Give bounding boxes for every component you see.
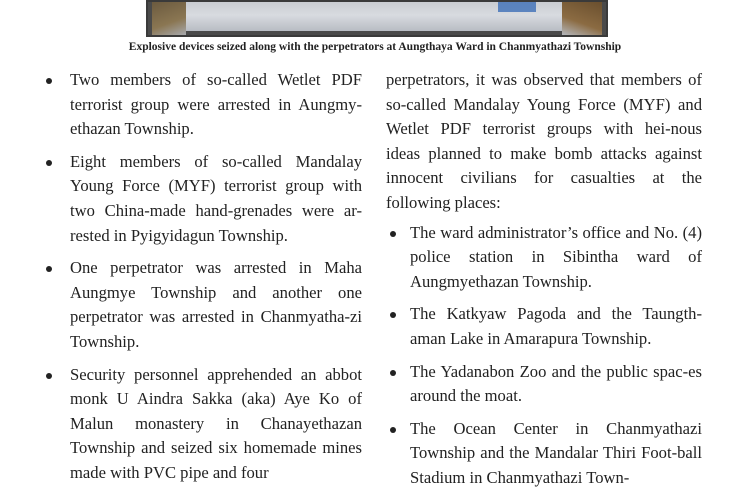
bullet-icon [46,266,52,272]
list-item-text: The Yadanabon Zoo and the public spac-es around the moat. [410,361,702,406]
seized-explosives-photo [146,0,608,37]
left-column [40,68,362,494]
list-item [386,360,702,409]
photo-detail-left [152,2,186,35]
bullet-icon [46,160,52,166]
intro-paragraph: perpetrators, it was observed that members of so-called Mandalay Young Force (MYF) and Wetlet PDF terrorist groups with hei-nous ideas planned to make bomb attacks against innocent civilians for casualties at the following places: [386,70,702,212]
list-item-text: Security personnel apprehended an abbot monk U Aindra Sakka (aka) Aye Ko of Malun monastery in Chanayethazan Township and seized six homemade mines made with PVC pipe and four [70,364,362,482]
bullet-icon [46,373,52,379]
bullet-icon [390,231,396,237]
list-item [40,256,362,354]
photo-detail-right [562,2,602,35]
list-item-text: One perpetrator was arrested in Maha Aungmye Township and another one perpetrator was arrested in Chanmyatha-zi Township. [70,258,362,351]
list-item-text: The Katkyaw Pagoda and the Taungth-aman Lake in Amarapura Township. [410,304,702,348]
list-item [386,221,702,295]
list-item [386,302,702,351]
photo-detail-blue [498,2,536,12]
bullet-icon [390,427,396,433]
bullet-icon [390,312,396,318]
bullet-icon [46,78,52,84]
right-column [386,68,702,499]
list-item [386,417,702,491]
list-item [40,68,362,142]
list-item [40,363,362,486]
list-item-text: The Ocean Center in Chanmyathazi Township and the Mandalar Thiri Foot-ball Stadium in Chanmyathazi Town- [410,418,702,487]
bullet-icon [390,370,396,376]
list-item [40,150,362,248]
list-item-text: Two members of so-called Wetlet PDF terrorist group were arrested in Aungmy-ethazan Township. [70,70,362,139]
left-bullet-list [40,68,362,486]
photo-caption: Explosive devices seized along with the perpetrators at Aungthaya Ward in Chanmyathazi Township [128,41,622,53]
list-item-text: The ward administrator’s office and No. (4) police station in Sibintha ward of Aungmyethazan Township. [410,222,702,291]
list-item-text: Eight members of so-called Mandalay Young Force (MYF) terrorist group with two China-made hand-grenades were ar-rested in Pyigyidagun Township. [70,151,362,245]
right-bullet-list [386,221,702,491]
